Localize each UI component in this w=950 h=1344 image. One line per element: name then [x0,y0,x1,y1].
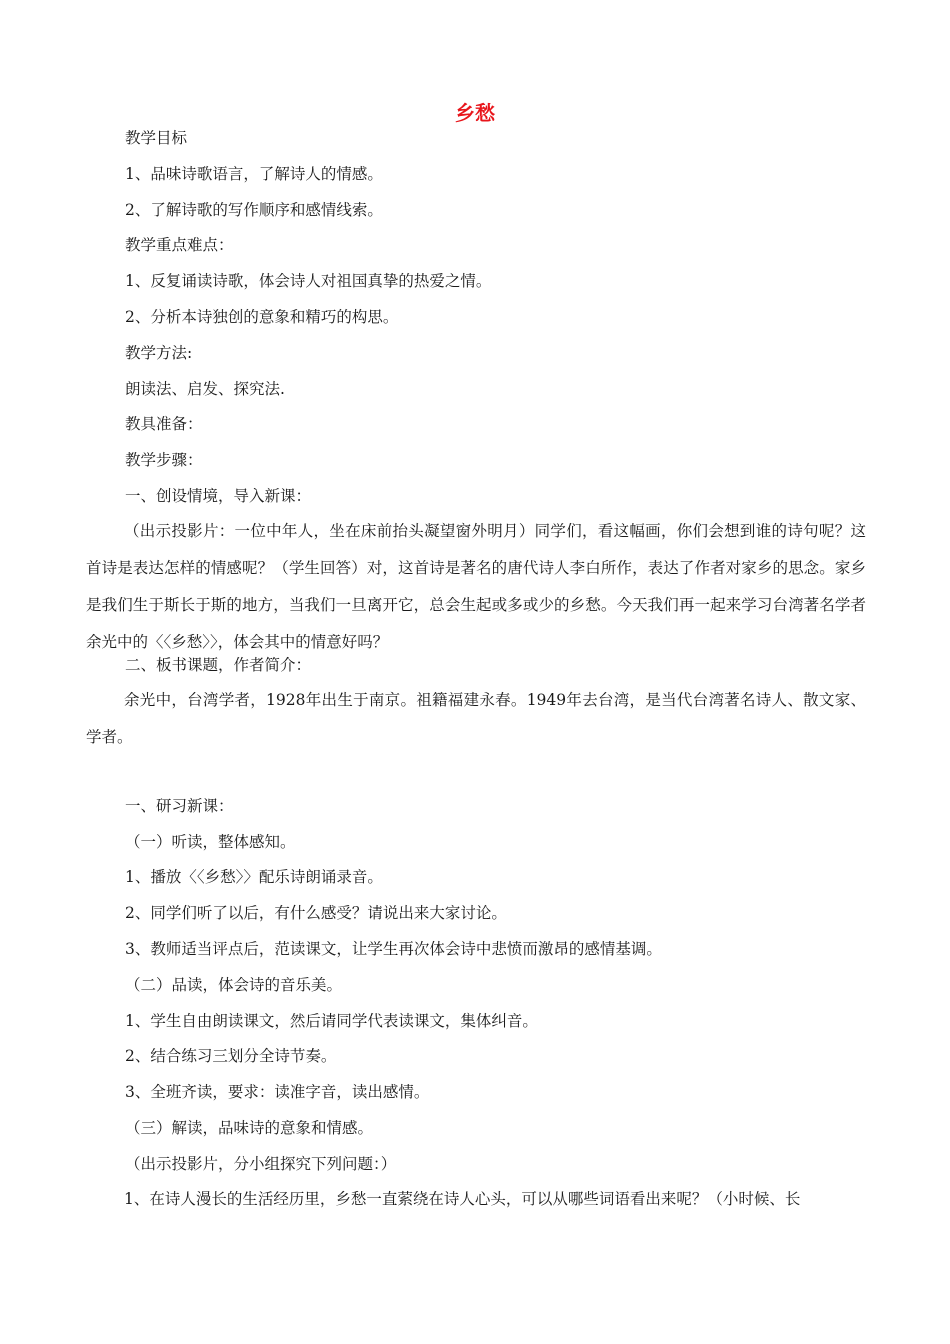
step-1-3: 3、教师适当评点后，范读课文，让学生再次体会诗中悲愤而激昂的感情基调。 [125,940,662,958]
heading-teaching-goals: 教学目标 [125,129,188,147]
document-title: 乡愁 [455,101,495,125]
teaching-methods-text: 朗读法、启发、探究法. [125,380,285,398]
step-2-2: 2、结合练习三划分全诗节奏。 [125,1047,337,1065]
heading-materials: 教具准备： [125,415,203,433]
step-2-3: 3、全班齐读，要求：读准字音，读出感情。 [125,1083,430,1101]
section-2-heading: 二、板书课题，作者简介： [125,656,312,674]
subsection-3-heading: （三）解读，品味诗的意象和情感。 [125,1119,374,1137]
step-2-1: 1、学生自由朗读课文，然后请同学代表读课文，集体纠音。 [125,1012,538,1030]
key-point-2: 2、分析本诗独创的意象和精巧的构思。 [125,308,399,326]
step-1-1: 1、播放〈〈乡愁〉〉配乐诗朗诵录音。 [125,868,383,886]
goal-item-1: 1、品味诗歌语言，了解诗人的情感。 [125,165,383,183]
heading-teaching-steps: 教学步骤： [125,451,203,469]
intro-paragraph: （出示投影片：一位中年人，坐在床前抬头凝望窗外明月）同学们，看这幅画，你们会想到谁的诗句呢？这首诗是表达怎样的情感呢？（学生回答）对，这首诗是著名的唐代诗人李白所作，表达了作者对家乡的思念。家乡是我们生于斯长于斯的地方，当我们一旦离开它，总会生起或多或少的乡愁。今天我们再一起来学习台湾著名学者余光中的〈〈乡愁〉〉，体会其中的情意好吗？ [86,522,866,651]
projection-instruction: （出示投影片，分小组探究下列问题：） [125,1155,397,1173]
question-1-text: 1、在诗人漫长的生活经历里，乡愁一直萦绕在诗人心头，可以从哪些词语看出来呢？（小时候、长 [124,1190,801,1208]
section-1-heading: 一、创设情境，导入新课： [125,487,312,505]
heading-teaching-methods: 教学方法: [125,344,193,362]
step-1-2: 2、同学们听了以后，有什么感受？请说出来大家讨论。 [125,904,507,922]
subsection-1-heading: （一）听读，整体感知。 [125,833,296,851]
section-study-heading: 一、研习新课： [125,797,234,815]
author-paragraph: 余光中，台湾学者，1928年出生于南京。祖籍福建永春。1949年去台湾，是当代台湾著名诗人、散文家、学者。 [86,691,866,746]
subsection-2-heading: （二）品读，体会诗的音乐美。 [125,976,343,994]
key-point-1: 1、反复诵读诗歌，体会诗人对祖国真挚的热爱之情。 [125,272,492,290]
heading-key-points: 教学重点难点： [125,236,234,254]
goal-item-2: 2、了解诗歌的写作顺序和感情线索。 [125,201,383,219]
